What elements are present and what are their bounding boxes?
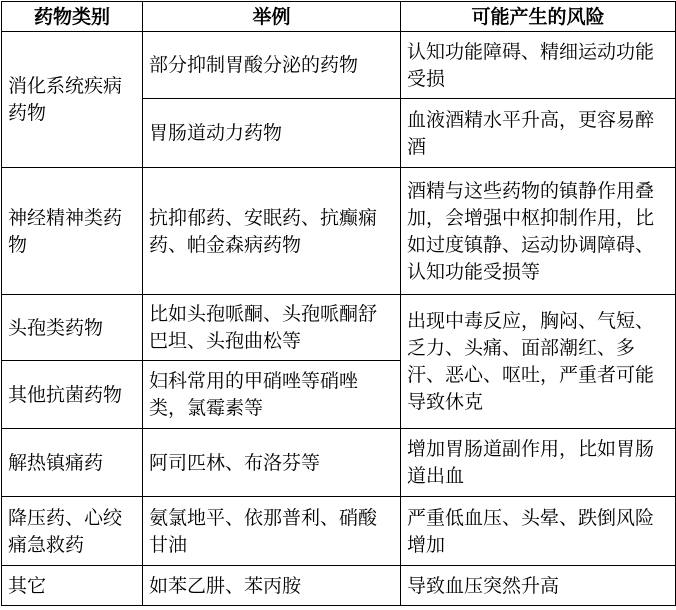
table-row (2, 429, 676, 497)
example-cell: 妇科常用的甲硝唑等硝唑类，氯霉素等 (143, 361, 401, 429)
example-cell: 氨氯地平、依那普利、硝酸甘油 (143, 497, 401, 566)
category-cell: 其他抗菌药物 (2, 361, 143, 429)
risk-cell: 血液酒精水平升高，更容易醉酒 (401, 99, 676, 168)
category-cell: 神经精神类药物 (2, 168, 143, 295)
example-cell: 部分抑制胃酸分泌的药物 (143, 32, 401, 99)
header-example: 举例 (143, 2, 401, 32)
header-category: 药物类别 (2, 2, 143, 32)
example-cell: 抗抑郁药、安眠药、抗癫痫药、帕金森病药物 (143, 168, 401, 295)
table-row (2, 497, 676, 566)
risk-cell: 酒精与这些药物的镇静作用叠加，会增强中枢抑制作用，比如过度镇静、运动协调障碍、认知功能受损等 (401, 168, 676, 295)
table-row (2, 295, 676, 361)
risk-cell: 严重低血压、头晕、跌倒风险增加 (401, 497, 676, 566)
risk-cell: 出现中毒反应，胸闷、气短、乏力、头痛、面部潮红、多汗、恶心、呕吐，严重者可能导致休克 (401, 295, 676, 429)
risk-cell: 导致血压突然升高 (401, 566, 676, 606)
category-cell: 解热镇痛药 (2, 429, 143, 497)
drug-alcohol-risk-table (1, 1, 676, 606)
table-row (2, 168, 676, 295)
category-cell: 其它 (2, 566, 143, 606)
risk-cell: 认知功能障碍、精细运动功能受损 (401, 32, 676, 99)
header-risk: 可能产生的风险 (401, 2, 676, 32)
risk-cell: 增加胃肠道副作用，比如胃肠道出血 (401, 429, 676, 497)
header-row (2, 2, 676, 32)
category-cell: 降压药、心绞痛急救药 (2, 497, 143, 566)
category-cell: 消化系统疾病药物 (2, 32, 143, 168)
example-cell: 胃肠道动力药物 (143, 99, 401, 168)
table-row (2, 566, 676, 606)
table-row (2, 32, 676, 99)
category-cell: 头孢类药物 (2, 295, 143, 361)
example-cell: 如苯乙肼、苯丙胺 (143, 566, 401, 606)
example-cell: 比如头孢哌酮、头孢哌酮舒巴坦、头孢曲松等 (143, 295, 401, 361)
example-cell: 阿司匹林、布洛芬等 (143, 429, 401, 497)
